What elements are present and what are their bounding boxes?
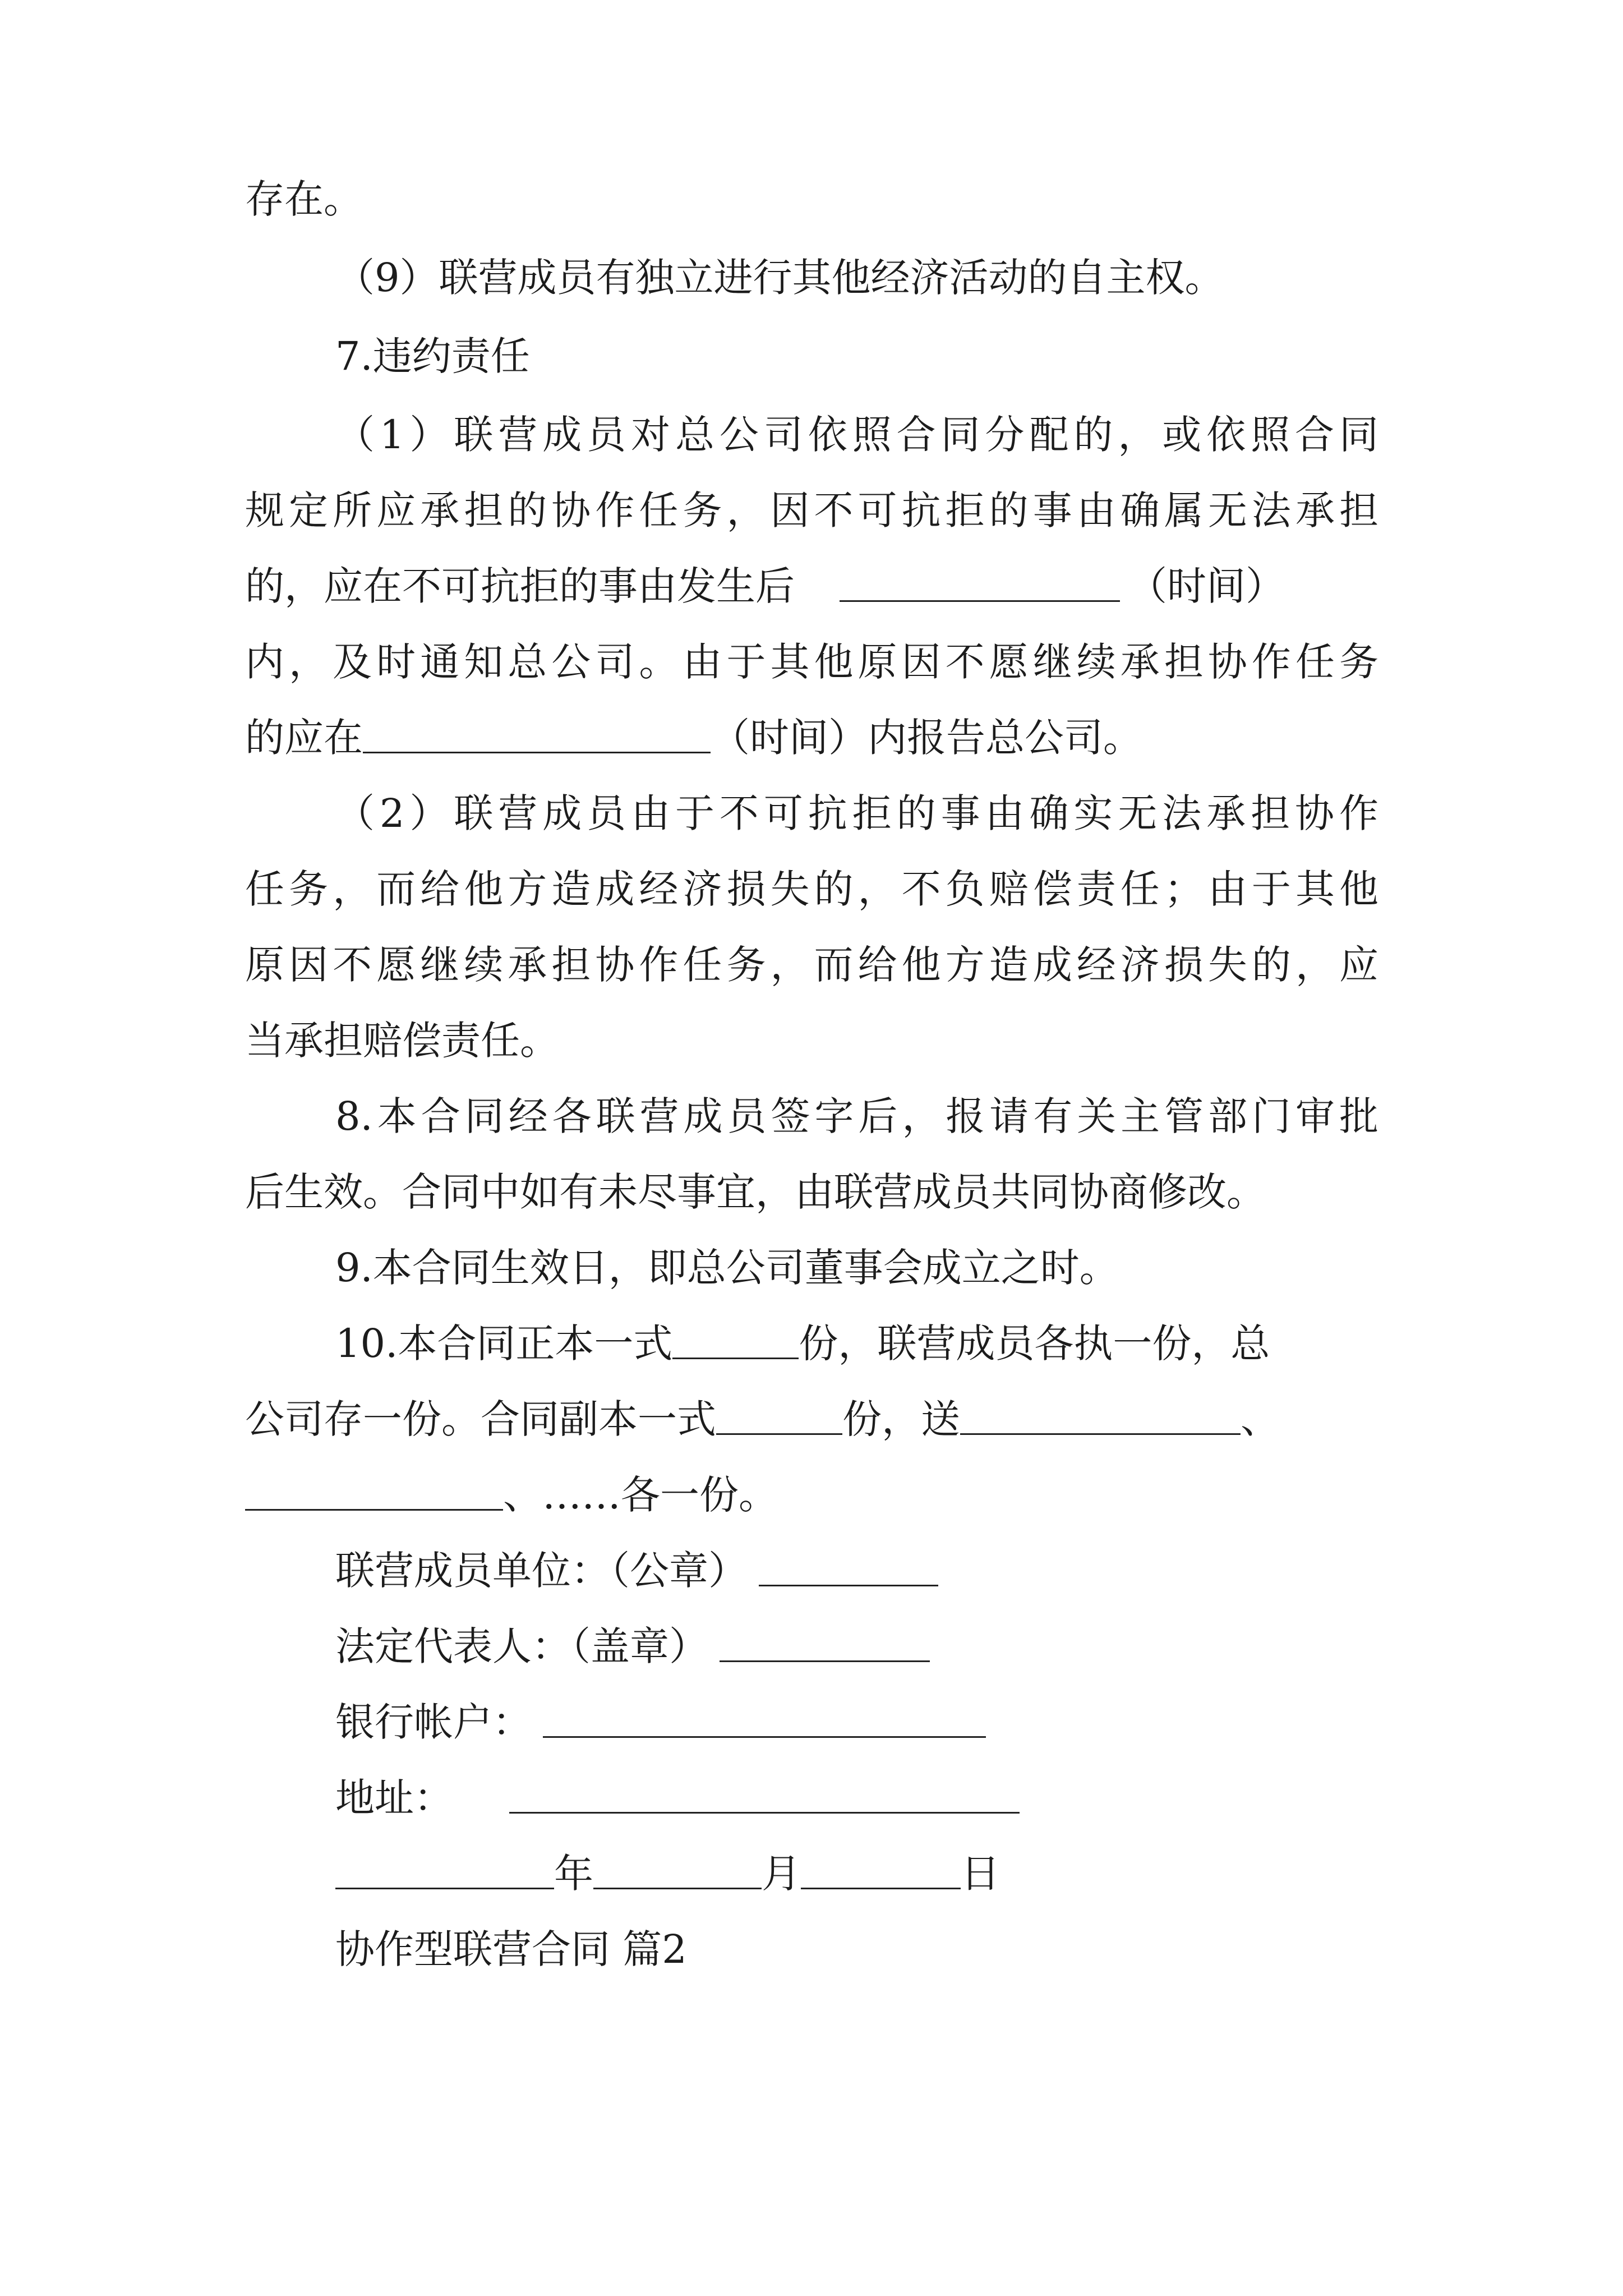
date-year-label: 年: [554, 1851, 593, 1897]
address-field[interactable]: [509, 1776, 1020, 1814]
representative-seal-field[interactable]: [720, 1625, 930, 1662]
month-field[interactable]: [593, 1852, 762, 1889]
signature-unit-row: [335, 1543, 938, 1599]
signature-bank-row: [335, 1694, 986, 1750]
date-month-label: 月: [762, 1851, 801, 1897]
fill-blank-copies[interactable]: [716, 1397, 842, 1435]
paragraph-line: （1）联营成员对总公司依照合同分配的，或依照合同: [335, 412, 1378, 458]
bank-account-field[interactable]: [543, 1700, 986, 1738]
line-text: 份，送: [842, 1396, 960, 1442]
fill-blank-recipient[interactable]: [960, 1397, 1241, 1435]
paragraph-line: （2）联营成员由于不可抗拒的事由确实无法承担协作: [335, 790, 1378, 836]
line-text: 的，应在不可抗拒的事由发生后: [245, 563, 795, 609]
signature-rep-row: [335, 1618, 930, 1674]
paragraph-line: 后生效。合同中如有未尽事宜，由联营成员共同协商修改。: [245, 1169, 1266, 1215]
day-field[interactable]: [801, 1852, 961, 1889]
field-label: 银行帐户：: [335, 1699, 532, 1745]
paragraph-line: [245, 1391, 1378, 1447]
field-label: 法定代表人：（盖章）: [335, 1623, 708, 1669]
paragraph-line: 原因不愿继续承担协作任务，而给他方造成经济损失的，应: [245, 942, 1378, 988]
paragraph-line: [245, 558, 1378, 614]
paragraph-line: 存在。: [245, 176, 363, 222]
line-text: 的应在: [245, 715, 363, 761]
field-label: 地址：: [335, 1775, 453, 1821]
fill-blank-time[interactable]: [363, 716, 711, 753]
paragraph-line: 规定所应承担的协作任务，因不可抗拒的事由确属无法承担: [245, 487, 1378, 533]
line-text: 份，联营成员各执一份，总: [799, 1320, 1270, 1366]
paragraph-line: 8.本合同经各联营成员签字后，报请有关主管部门审批: [335, 1093, 1378, 1139]
paragraph-line: 内，及时通知总公司。由于其他原因不愿继续承担协作任务: [245, 639, 1378, 685]
fill-blank-recipient[interactable]: [245, 1473, 503, 1511]
section-heading: 7.违约责任: [335, 333, 530, 379]
fill-blank-copies[interactable]: [672, 1322, 799, 1359]
year-field[interactable]: [335, 1852, 554, 1889]
line-text: （时间）: [1128, 563, 1285, 609]
line-text: （时间）内报告总公司。: [711, 715, 1142, 761]
field-label: 联营成员单位：（公章）: [335, 1548, 748, 1594]
paragraph-line: [335, 1315, 1378, 1372]
signature-date-row: [335, 1846, 1000, 1902]
signature-address-row: [335, 1770, 1020, 1826]
line-text: 、……各一份。: [503, 1472, 778, 1518]
paragraph-line: 当承担赔偿责任。: [245, 1018, 559, 1064]
unit-seal-field[interactable]: [759, 1549, 938, 1586]
line-text: 10.本合同正本一式: [335, 1320, 673, 1366]
line-text: 、: [1241, 1396, 1280, 1442]
section-title: 协作型联营合同 篇2: [335, 1926, 687, 1972]
line-text: 公司存一份。合同副本一式: [245, 1396, 716, 1442]
paragraph-line: 9.本合同生效日，即总公司董事会成立之时。: [335, 1245, 1119, 1291]
paragraph-line: 任务，而给他方造成经济损失的，不负赔偿责任；由于其他: [245, 866, 1378, 912]
paragraph-line: [245, 710, 1142, 766]
fill-blank-time[interactable]: [840, 564, 1120, 602]
date-day-label: 日: [961, 1851, 1000, 1897]
paragraph-line: （9）联营成员有独立进行其他经济活动的自主权。: [335, 255, 1224, 301]
paragraph-line: [245, 1467, 778, 1523]
